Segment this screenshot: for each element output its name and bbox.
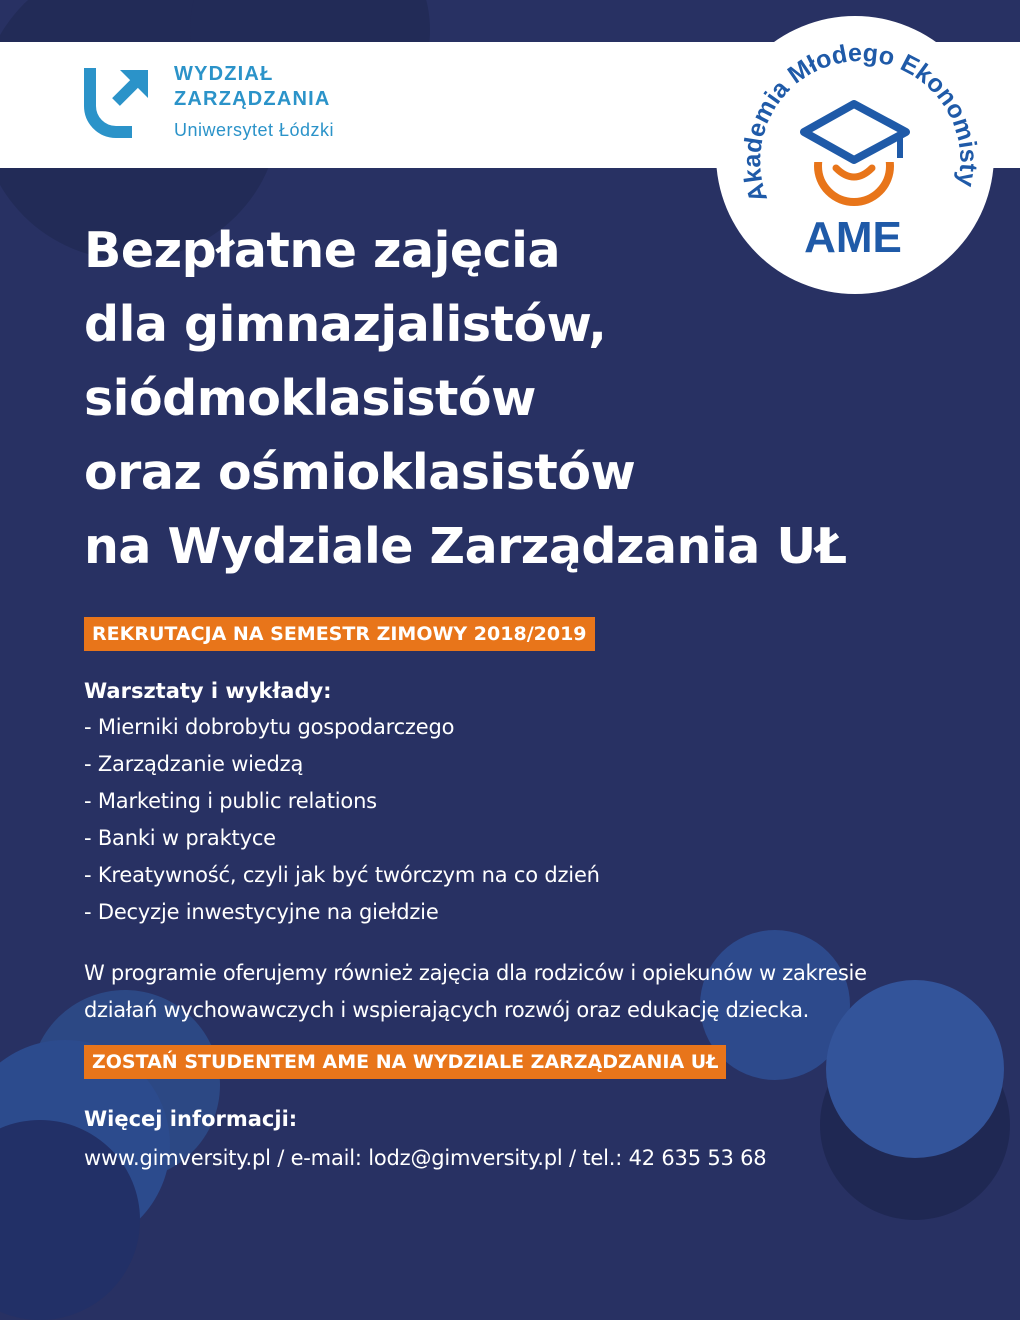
headline-line: dla gimnazjalistów, [84,296,607,353]
headline-line: oraz ośmioklasistów [84,444,636,501]
workshops-title: Warsztaty i wykłady: [84,679,332,703]
list-item: - Zarządzanie wiedzą [84,752,304,776]
workshop-list [84,709,600,931]
logo-line-management: ZARZĄDZANIA [174,88,331,110]
contact-line: www.gimversity.pl / e-mail: lodz@gimversity.pl / tel.: 42 635 53 68 [84,1146,767,1170]
faculty-logo-text [174,62,334,142]
badge-acronym: AME [804,213,902,262]
list-item: - Mierniki dobrobytu gospodarczego [84,715,455,739]
program-line: W programie oferujemy również zajęcia dla rodziców i opiekunów w zakresie [84,961,867,985]
graduation-cap-smile-icon [804,104,906,202]
headline-line: na Wydziale Zarządzania UŁ [84,518,847,575]
headline-line: siódmoklasistów [84,370,536,427]
program-line: działań wychowawczych i wspierających rozwój oraz edukację dziecka. [84,998,810,1022]
headline [84,214,884,584]
cta-banner: ZOSTAŃ STUDENTEM AME NA WYDZIALE ZARZĄDZANIA UŁ [84,1045,726,1079]
list-item: - Marketing i public relations [84,789,377,813]
list-item: - Kreatywność, czyli jak być twórczym na co dzień [84,863,600,887]
logo-line-university: Uniwersytet Łódzki [174,120,335,140]
headline-line: Bezpłatne zajęcia [84,222,561,279]
list-item: - Decyzje inwestycyjne na giełdzie [84,900,439,924]
list-item: - Banki w praktyce [84,826,276,850]
arrow-out-of-box-icon [80,60,154,146]
recruitment-banner: REKRUTACJA NA SEMESTR ZIMOWY 2018/2019 [84,617,595,651]
badge-arc-textpath: Akademia Młodego Ekonomisty [738,38,983,206]
logo-line-faculty: WYDZIAŁ [174,63,274,85]
program-paragraph [84,955,944,1029]
more-info-title: Więcej informacji: [84,1107,298,1131]
